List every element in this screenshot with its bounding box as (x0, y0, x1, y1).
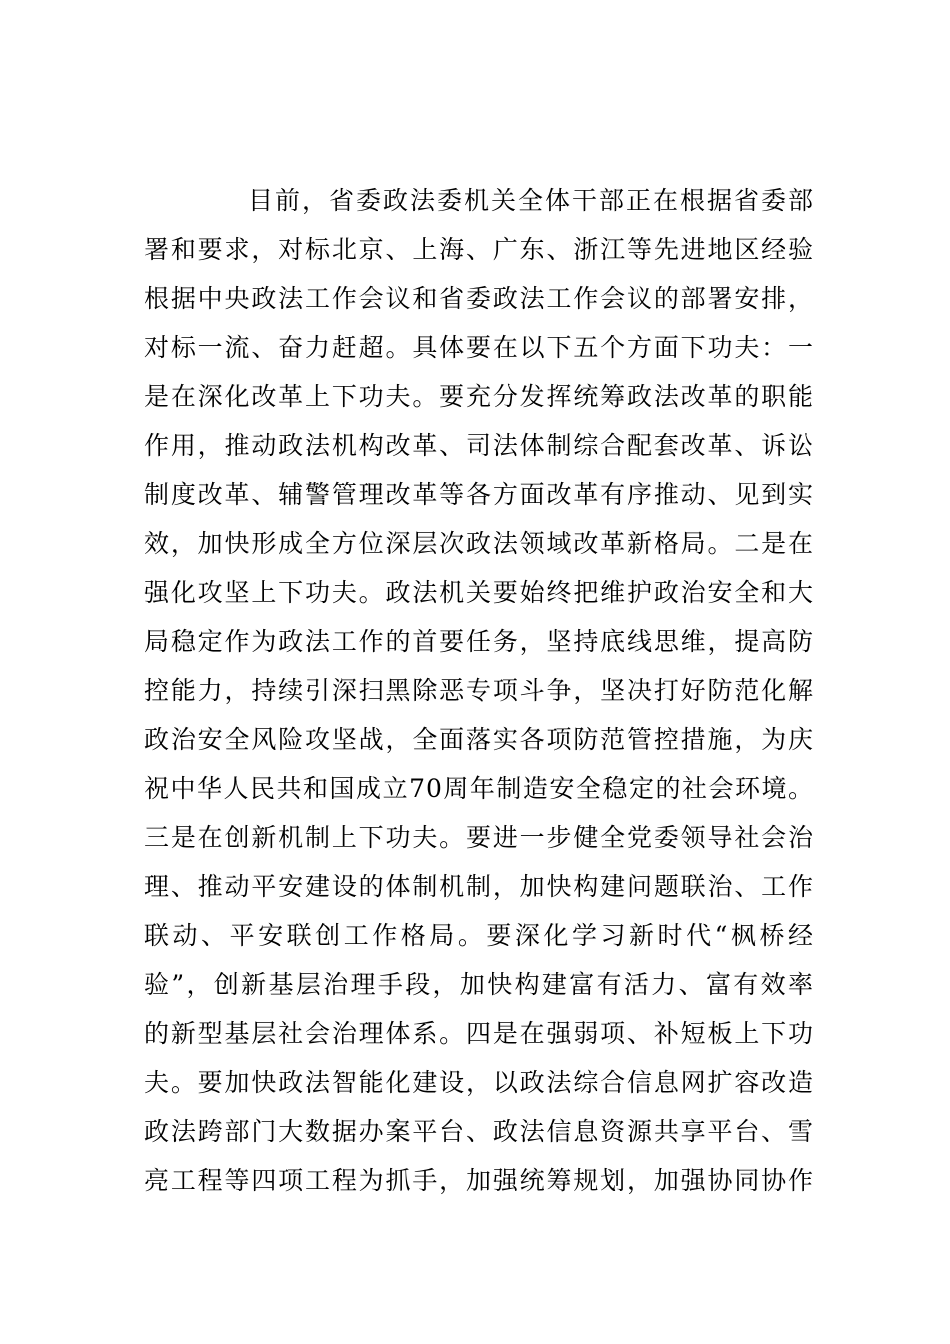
text-line-11: 控能力，持续引深扫黑除恶专项斗争，坚决打好防范化解 (144, 676, 814, 705)
text-line-19: 夫。要加快政法智能化建设，以政法综合信息网扩容改造 (144, 1068, 814, 1097)
text-line-2: 署和要求，对标北京、上海、广东、浙江等先进地区经验 (144, 235, 814, 264)
text-line-12: 政治安全风险攻坚战，全面落实各项防范管控措施，为庆 (144, 725, 814, 754)
text-line-6: 作用，推动政法机构改革、司法体制综合配套改革、诉讼 (144, 431, 814, 460)
text-line-16: 联动、平安联创工作格局。要深化学习新时代“枫桥经 (144, 921, 814, 950)
text-line-9: 强化攻坚上下功夫。政法机关要始终把维护政治安全和大 (144, 578, 814, 607)
text-line-5: 是在深化改革上下功夫。要充分发挥统筹政法改革的职能 (144, 382, 814, 411)
text-line-14: 三是在创新机制上下功夫。要进一步健全党委领导社会治 (144, 823, 814, 852)
text-line-18: 的新型基层社会治理体系。四是在强弱项、补短板上下功 (144, 1019, 814, 1048)
text-line-15: 理、推动平安建设的体制机制，加快构建问题联治、工作 (144, 872, 814, 901)
text-line-21: 亮工程等四项工程为抓手，加强统筹规划，加强协同协作 (144, 1166, 814, 1195)
text-line-4: 对标一流、奋力赶超。具体要在以下五个方面下功夫：一 (144, 333, 814, 362)
text-line-1: 目前，省委政法委机关全体干部正在根据省委部 (248, 186, 814, 215)
text-line-20: 政法跨部门大数据办案平台、政法信息资源共享平台、雪 (144, 1117, 814, 1146)
text-line-7: 制度改革、辅警管理改革等各方面改革有序推动、见到实 (144, 480, 814, 509)
body-paragraph (144, 176, 814, 1205)
text-line-3: 根据中央政法工作会议和省委政法工作会议的部署安排， (144, 284, 814, 313)
text-line-17: 验”，创新基层治理手段，加快构建富有活力、富有效率 (144, 970, 814, 999)
text-line-10: 局稳定作为政法工作的首要任务，坚持底线思维，提高防 (144, 627, 814, 656)
text-line-13: 祝中华人民共和国成立70周年制造安全稳定的社会环境。 (144, 774, 814, 803)
text-line-8: 效，加快形成全方位深层次政法领域改革新格局。二是在 (144, 529, 814, 558)
